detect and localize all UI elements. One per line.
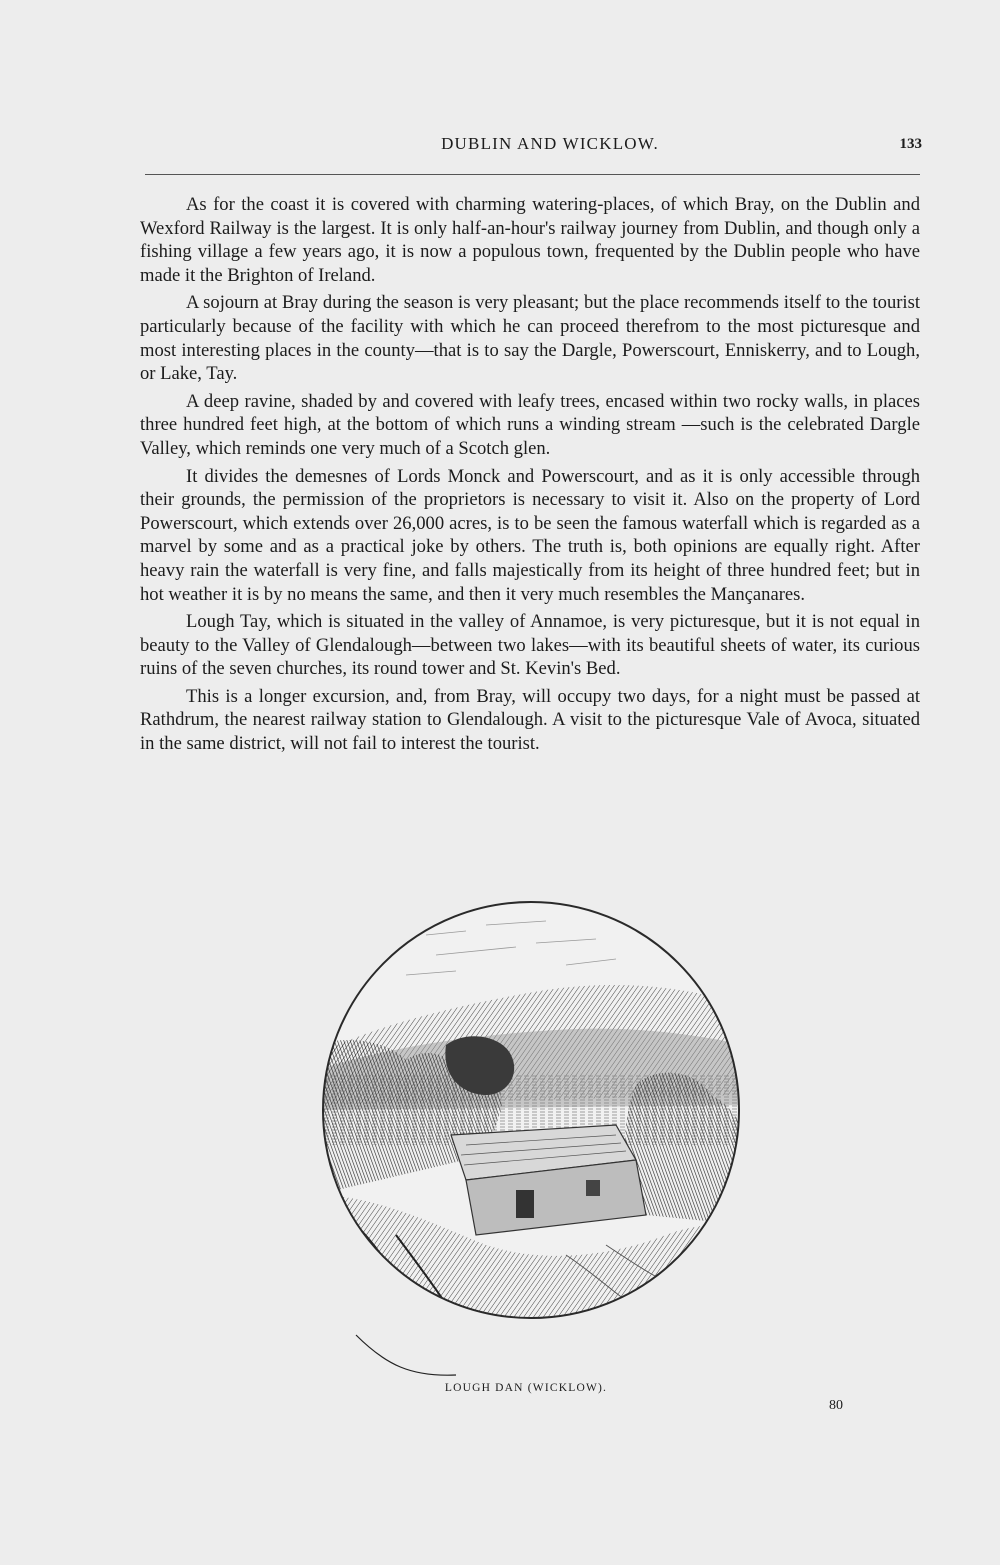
running-title: DUBLIN AND WICKLOW. bbox=[441, 134, 659, 153]
paragraph: A sojourn at Bray during the season is very pleasant; but the place recommends itself to the tourist particularly because of the facility with which he can proceed therefrom to the most picturesque and most interesting places in the county—that is to say the Dargle, Powerscourt, Enniskerry, and to Lough, or Lake, Tay. bbox=[140, 292, 920, 385]
header-rule bbox=[145, 174, 920, 175]
running-head bbox=[140, 130, 920, 160]
paragraph: This is a longer excursion, and, from Bray, will occupy two days, for a night must be passed at Rathdrum, the nearest railway station to Glendalough. A visit to the picturesque Vale of Avoca, situated in the same district, will not fail to interest the tourist. bbox=[140, 685, 920, 755]
lough-dan-illustration bbox=[316, 895, 746, 1380]
page-number: 133 bbox=[899, 136, 922, 152]
paragraph: As for the coast it is covered with charming watering-places, of which Bray, on the Dublin and Wexford Railway is the largest. It is only half-an-hour's railway journey from Dublin, and though only a fishing village a few years ago, it is now a populous town, frequented by the Dublin people who have made it the Brighton of Ireland. bbox=[140, 194, 920, 286]
paragraph: A deep ravine, shaded by and covered with leafy trees, encased within two rocky walls, in places three hundred feet high, at the bottom of which runs a winding stream —such is the celebrated Dargle Valley, which reminds one very much of a Scotch glen. bbox=[140, 390, 920, 459]
body-text bbox=[140, 193, 920, 760]
figure-caption: LOUGH DAN (WICKLOW). bbox=[444, 1382, 608, 1394]
paragraph: It divides the demesnes of Lords Monck and Powerscourt, and as it is only accessible through their grounds, the permission of the proprietors is necessary to visit it. Also on the property of Lord Powerscourt, which extends over 26,000 acres, is to be seen the famous waterfall which is regarded as a marvel by some and as a practical joke by others. The truth is, both opinions are equally right. After heavy rain the waterfall is very fine, and falls majestically from its height of three hundred feet; but in hot weather it is by no means the same, and then it very much resembles the Mançanares. bbox=[140, 465, 920, 605]
signature-mark: 80 bbox=[829, 1398, 843, 1413]
paragraph: Lough Tay, which is situated in the valley of Annamoe, is very picturesque, but it is not equal in beauty to the Valley of Glendalough—between two lakes—with its beautiful sheets of water, its curious ruins of the seven churches, its round tower and St. Kevin's Bed. bbox=[140, 611, 920, 680]
engraving-image bbox=[316, 895, 746, 1380]
